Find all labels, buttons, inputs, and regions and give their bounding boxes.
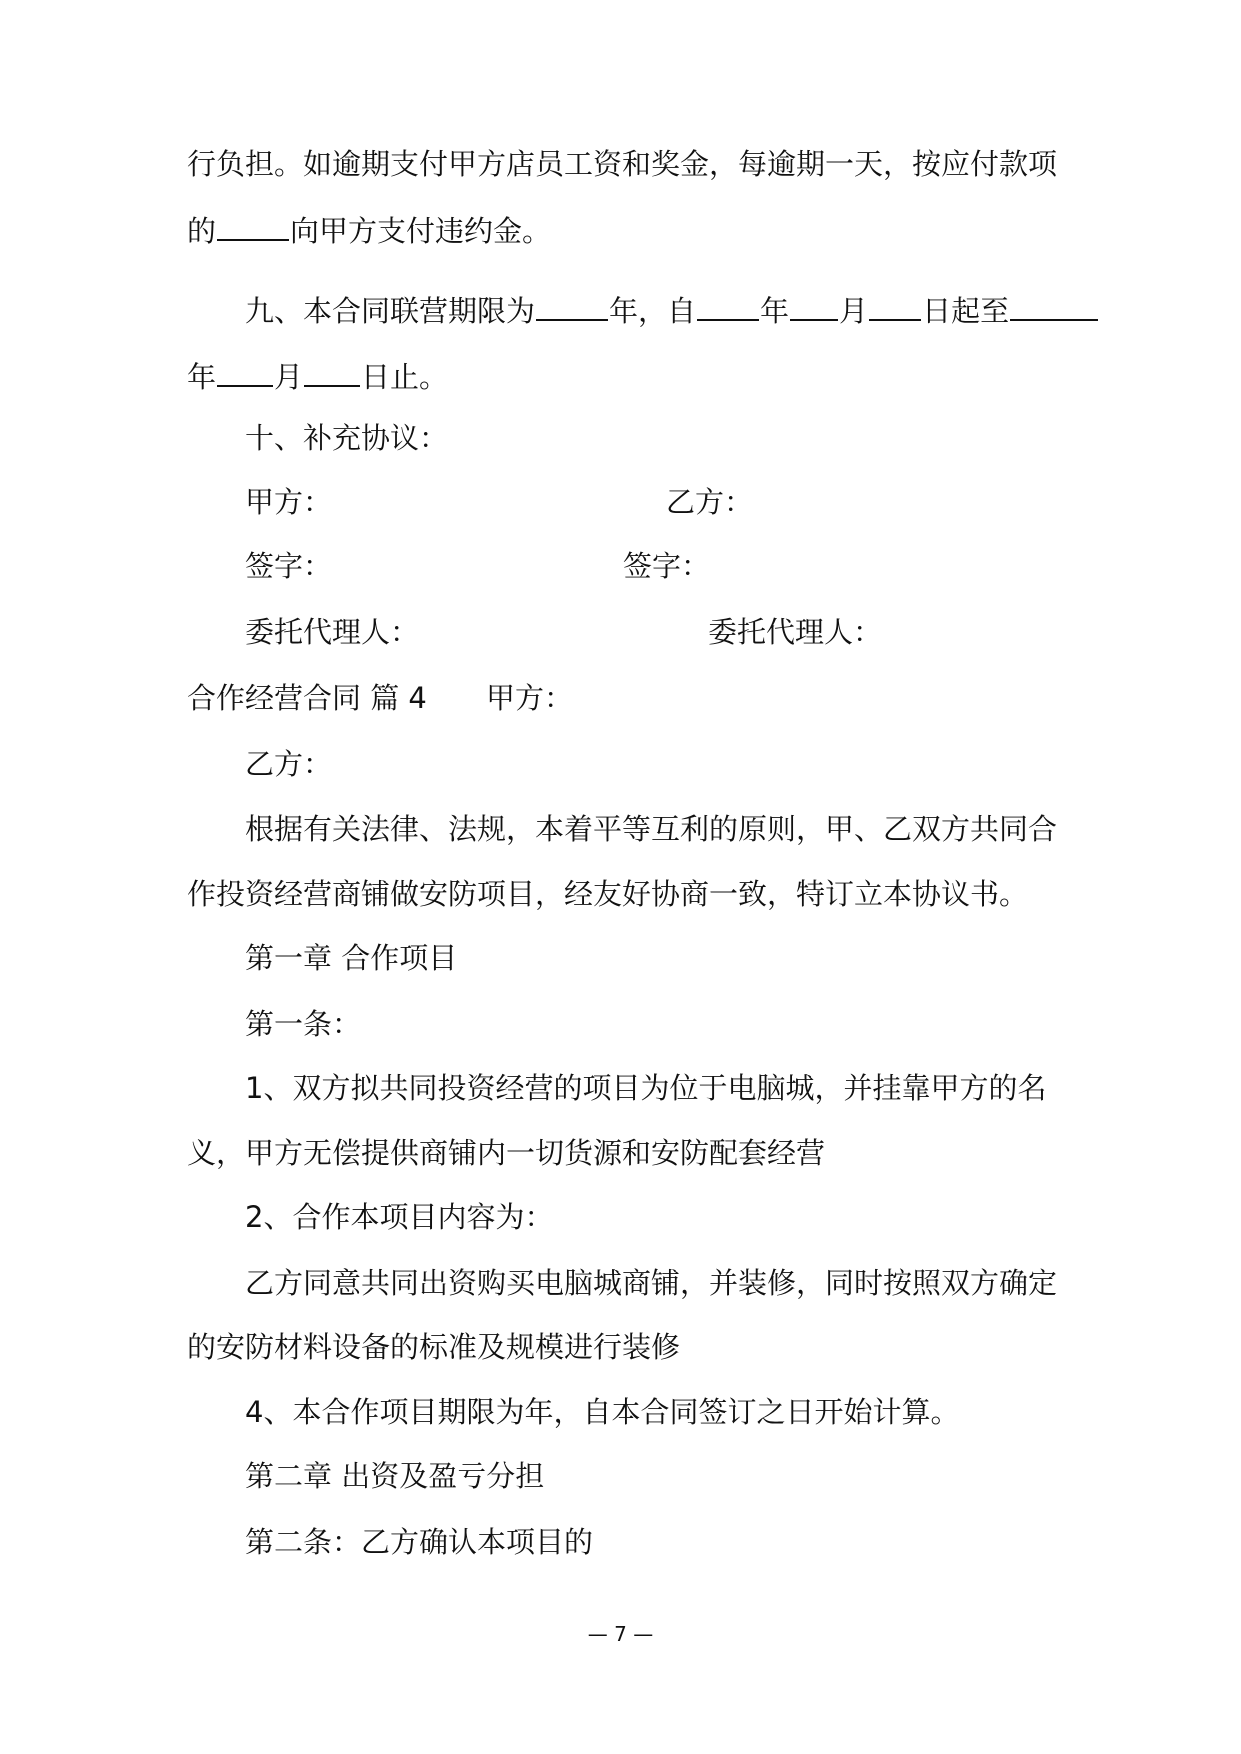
paragraph-line: 4、本合作项目期限为年，自本合同签订之日开始计算。 — [245, 1395, 960, 1429]
party-a-label: 甲方： — [245, 485, 333, 519]
blank-underline — [304, 358, 360, 387]
chapter-heading: 第一章 合作项目 — [245, 941, 458, 975]
paragraph-line: 的安防材料设备的标准及规模进行装修 — [187, 1330, 681, 1364]
paragraph-line: 行负担。如逾期支付甲方店员工资和奖金，每逾期一天，按应付款项 — [187, 147, 1058, 181]
paragraph-line: 的 向甲方支付违约金。 — [187, 214, 552, 248]
party-b-label: 乙方： — [666, 485, 754, 519]
section-heading: 合作经营合同 篇 4 — [187, 681, 427, 715]
paragraph-line: 义，甲方无偿提供商铺内一切货源和安防配套经营 — [187, 1136, 826, 1170]
paragraph-line: 乙方同意共同出资购买电脑城商铺，并装修，同时按照双方确定 — [245, 1266, 1058, 1300]
paragraph-line: 2、合作本项目内容为： — [245, 1200, 554, 1234]
blank-underline — [697, 292, 759, 321]
paragraph-line: 年 月 日止。 — [187, 360, 449, 394]
page-number: — 7 — — [587, 1622, 654, 1646]
paragraph-line: 1、双方拟共同投资经营的项目为位于电脑城，并挂靠甲方的名 — [245, 1071, 1047, 1105]
paragraph-line: 九、本合同联营期限为 年，自 年 月 日起至 — [245, 292, 1099, 326]
agent-label-b: 委托代理人： — [708, 615, 883, 649]
blank-underline — [217, 212, 289, 241]
signature-label-b: 签字： — [623, 549, 711, 583]
chapter-heading: 第二章 出资及盈亏分担 — [245, 1459, 545, 1493]
blank-underline — [790, 292, 838, 321]
signature-label-a: 签字： — [245, 549, 333, 583]
blank-underline — [1010, 292, 1098, 321]
paragraph-line: 十、补充协议： — [245, 421, 449, 455]
party-b-label: 乙方： — [245, 747, 333, 781]
paragraph-line: 根据有关法律、法规，本着平等互利的原则，甲、乙双方共同合 — [245, 812, 1058, 846]
article-heading: 第一条： — [245, 1007, 362, 1041]
blank-underline — [217, 358, 273, 387]
paragraph-line: 作投资经营商铺做安防项目，经友好协商一致，特订立本协议书。 — [187, 877, 1029, 911]
blank-underline — [536, 292, 608, 321]
blank-underline — [869, 292, 921, 321]
party-a-label: 甲方： — [486, 681, 574, 715]
article-heading: 第二条：乙方确认本项目的 — [245, 1525, 594, 1559]
agent-label-a: 委托代理人： — [245, 615, 420, 649]
